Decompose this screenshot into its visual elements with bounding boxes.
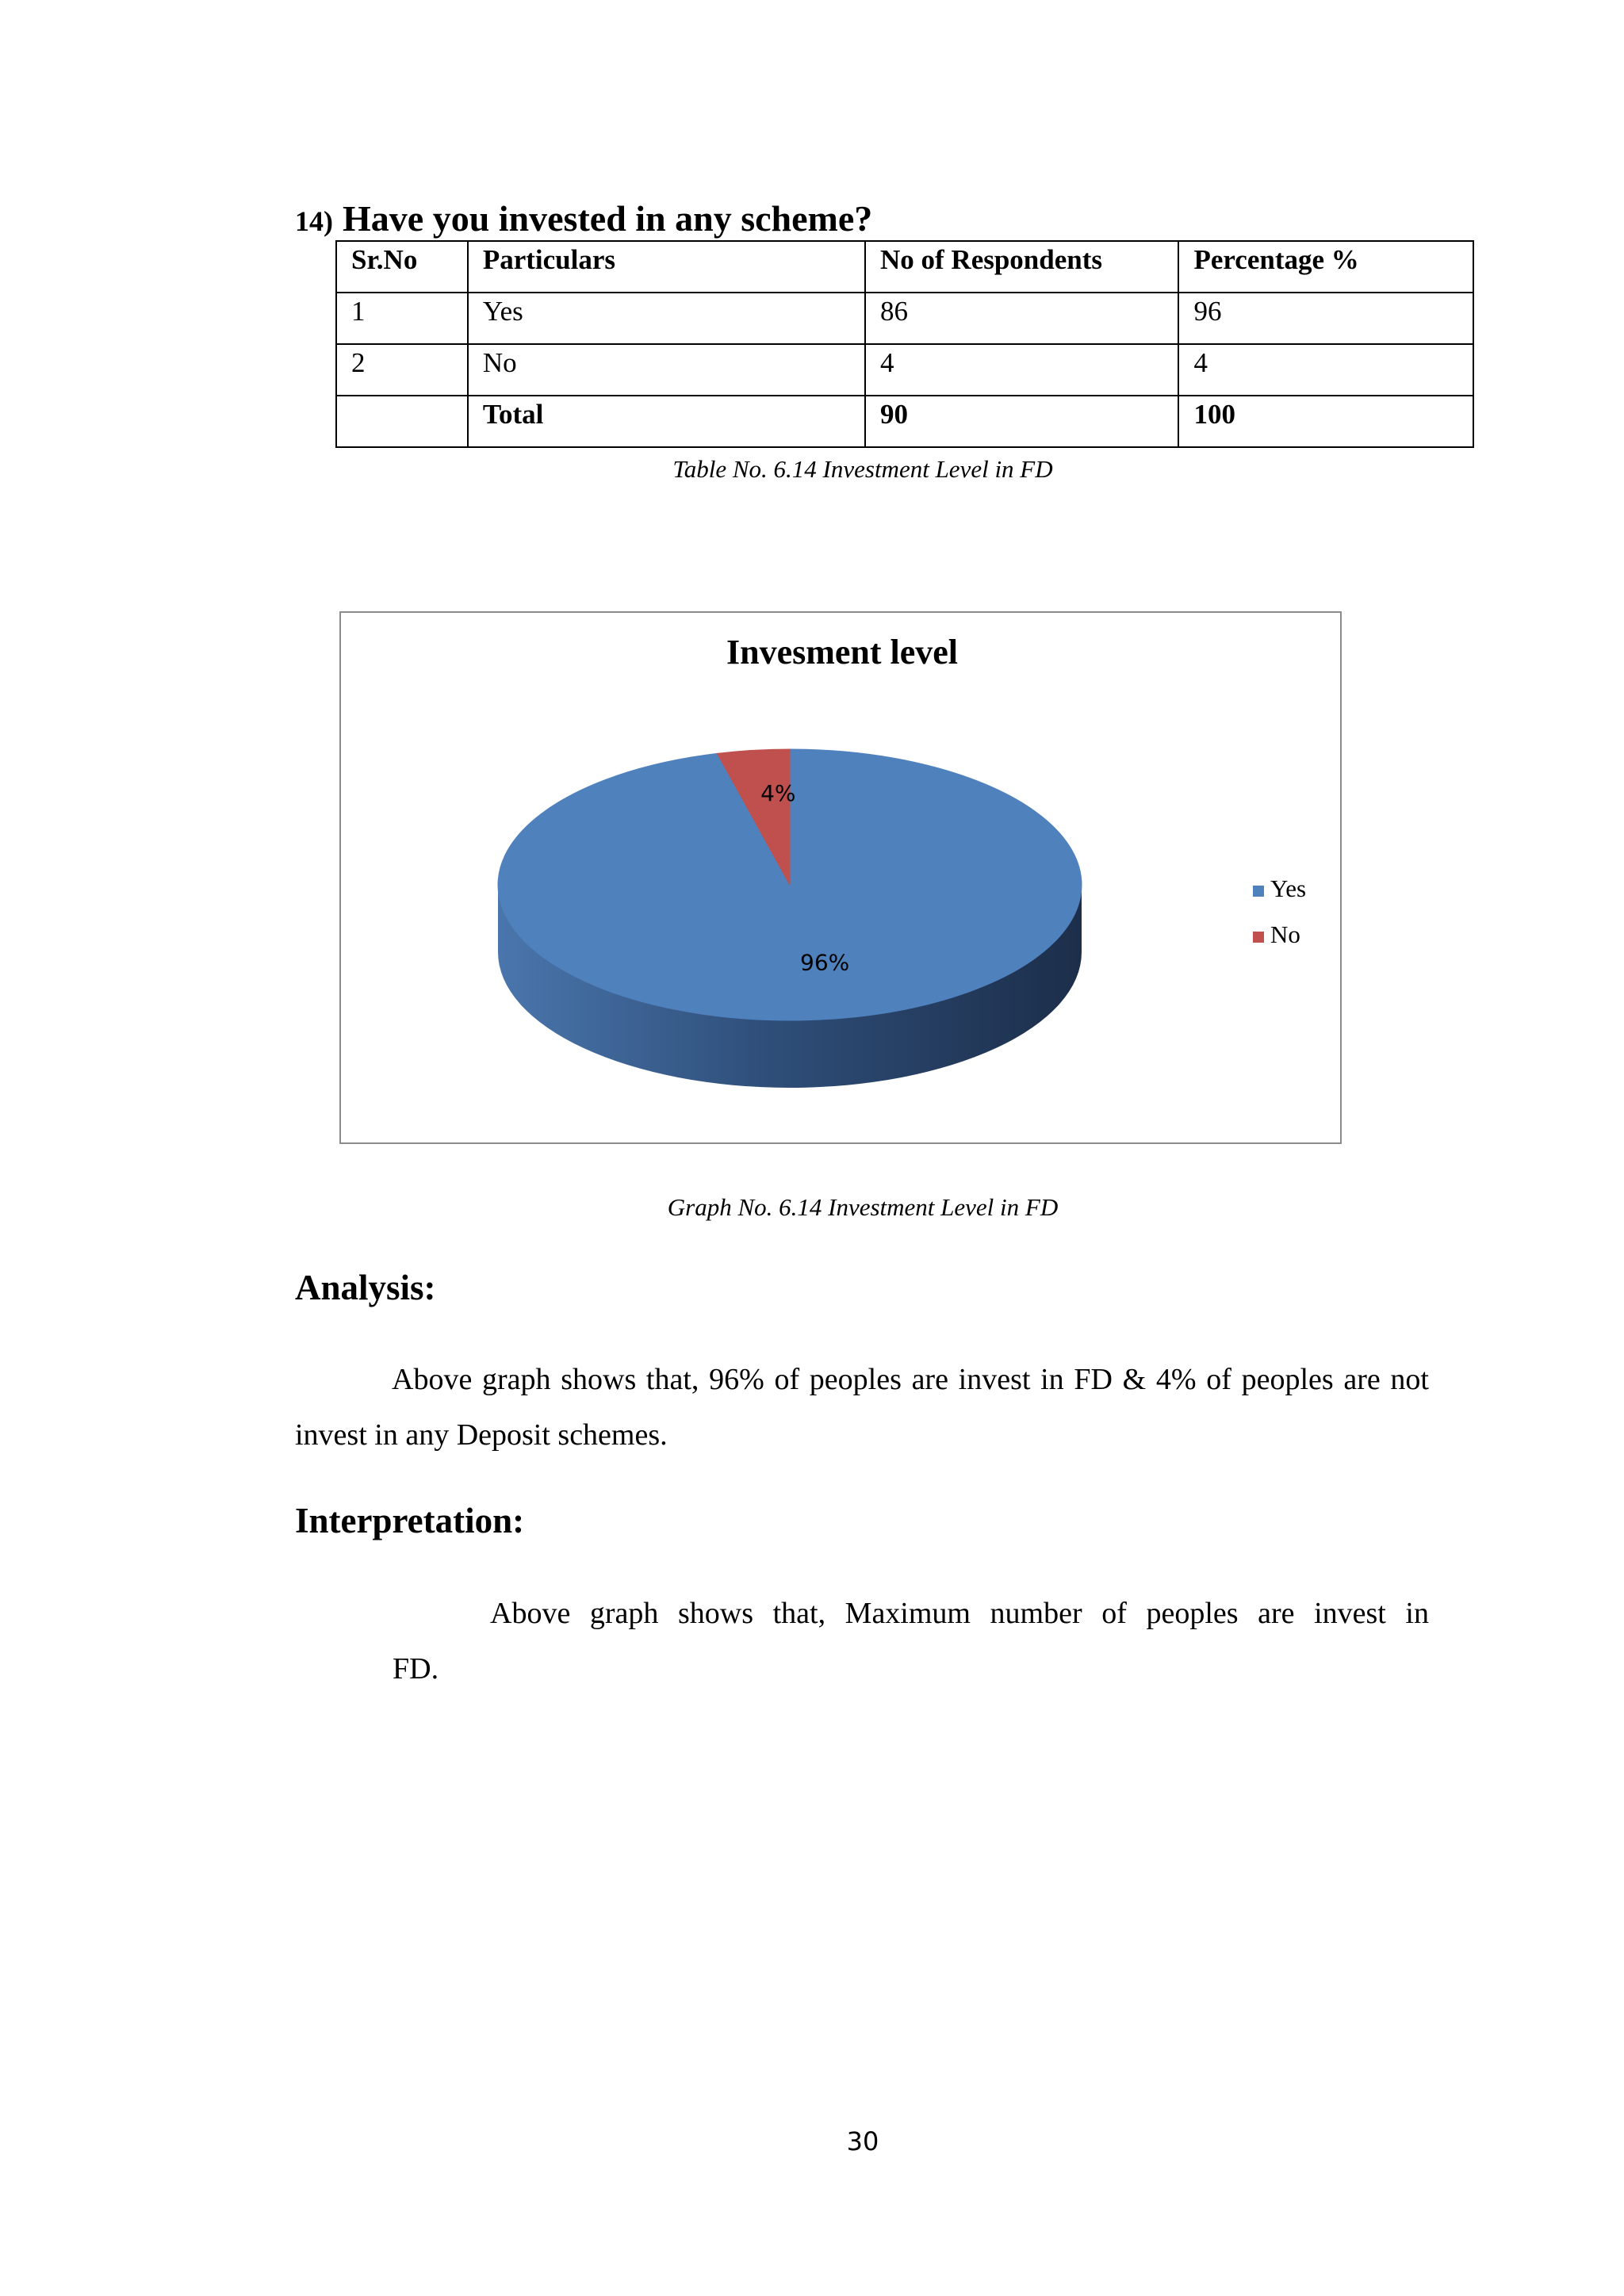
- table-cell: Yes: [468, 293, 865, 344]
- table-header-row: [336, 241, 1473, 293]
- page-number: 30: [846, 2126, 879, 2156]
- table-caption: Table No. 6.14 Investment Level in FD: [672, 455, 1053, 483]
- table-row: [336, 344, 1473, 396]
- chart-title: Invesment level: [726, 633, 959, 672]
- legend-label-yes: Yes: [1270, 874, 1307, 902]
- table-cell: 2: [336, 344, 468, 396]
- chart-plot: [341, 613, 1340, 1142]
- header-cell: Sr.No: [336, 241, 468, 293]
- table-cell: [336, 396, 468, 447]
- analysis-heading: Analysis:: [295, 1268, 436, 1307]
- table-cell: 96: [1178, 293, 1473, 344]
- header-cell: Percentage %: [1178, 241, 1473, 293]
- interpretation-paragraph-end: FD.: [393, 1652, 439, 1686]
- legend-swatch-no: [1253, 932, 1264, 943]
- data-label-yes: 96%: [800, 949, 850, 976]
- question-number: 14): [295, 205, 333, 237]
- analysis-paragraph: Above graph shows that, 96% of peoples are invest in FD & 4% of peoples are not invest in any Deposit schemes.: [295, 1363, 1429, 1452]
- graph-caption: Graph No. 6.14 Investment Level in FD: [667, 1193, 1059, 1221]
- data-label-no: 4%: [760, 779, 796, 806]
- table-cell: 4: [1178, 344, 1473, 396]
- table-cell: 90: [865, 396, 1179, 447]
- table-cell: Total: [468, 396, 865, 447]
- table-cell: 1: [336, 293, 468, 344]
- interpretation-paragraph: Above graph shows that, Maximum number of peoples are invest in: [490, 1597, 1429, 1630]
- table-row: [336, 293, 1473, 344]
- header-cell: No of Respondents: [865, 241, 1179, 293]
- respondents-table: [335, 240, 1474, 448]
- table-cell: 86: [865, 293, 1179, 344]
- legend-item-no: [1253, 920, 1300, 949]
- legend-swatch-yes: [1253, 886, 1264, 897]
- legend-item-yes: [1253, 874, 1306, 903]
- table-cell: 100: [1178, 396, 1473, 447]
- legend-label-no: No: [1270, 920, 1300, 948]
- question-text: Have you invested in any scheme?: [343, 198, 873, 239]
- table-cell: 4: [865, 344, 1179, 396]
- header-cell: Particulars: [468, 241, 865, 293]
- table-cell: No: [468, 344, 865, 396]
- pie-chart: [339, 611, 1342, 1144]
- interpretation-heading: Interpretation:: [295, 1501, 525, 1540]
- table-total-row: [336, 396, 1473, 447]
